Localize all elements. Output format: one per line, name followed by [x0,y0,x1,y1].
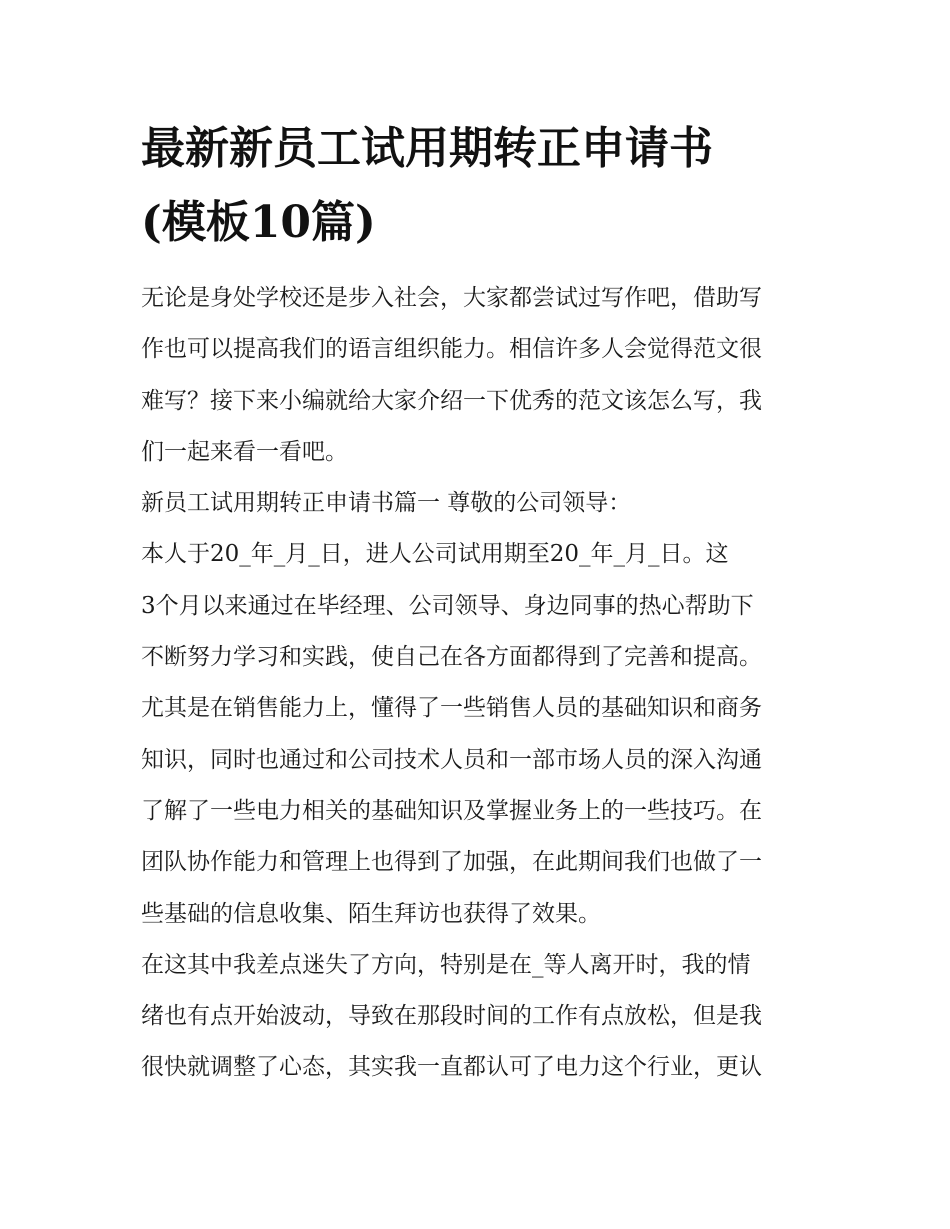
body-line: 们一起来看一看吧。 [141,438,348,465]
body-line: 3个月以来通过在毕经理、公司领导、身边同事的热心帮助下 [141,592,754,619]
title-line: (模板10篇) [141,197,376,248]
section-heading-line: 新员工试用期转正申请书篇一 尊敬的公司领导： [141,490,632,517]
body-line: 作也可以提高我们的语言组织能力。相信许多人会觉得范文很 [141,336,762,363]
body-line: 知识，同时也通过和公司技术人员和一部市场人员的深入沟通 [141,746,762,773]
body-line: 些基础的信息收集、陌生拜访也获得了效果。 [141,900,601,927]
body-line: 难写？接下来小编就给大家介绍一下优秀的范文该怎么写，我 [141,387,762,414]
document-content [141,112,813,1094]
body-line: 本人于20_年_月_日，进人公司试用期至20_年_月_日。这 [141,541,729,568]
body-line: 在这其中我差点迷失了方向，特别是在_等人离开时，我的情 [141,951,751,978]
body-line: 很快就调整了心态，其实我一直都认可了电力这个行业，更认 [141,1054,762,1081]
title-line: 最新新员工试用期转正申请书 [141,123,713,174]
body-line: 不断努力学习和实践，使自己在各方面都得到了完善和提高。 [141,644,762,671]
body-line: 绪也有点开始波动，导致在那段时间的工作有点放松，但是我 [141,1003,762,1030]
document-body [141,273,813,1094]
document-title [141,112,813,260]
body-line: 团队协作能力和管理上也得到了加强，在此期间我们也做了一 [141,849,762,876]
body-line: 了解了一些电力相关的基础知识及掌握业务上的一些技巧。在 [141,797,762,824]
body-line: 无论是身处学校还是步入社会，大家都尝试过写作吧，借助写 [141,285,762,311]
body-line: 尤其是在销售能力上，懂得了一些销售人员的基础知识和商务 [141,695,762,722]
